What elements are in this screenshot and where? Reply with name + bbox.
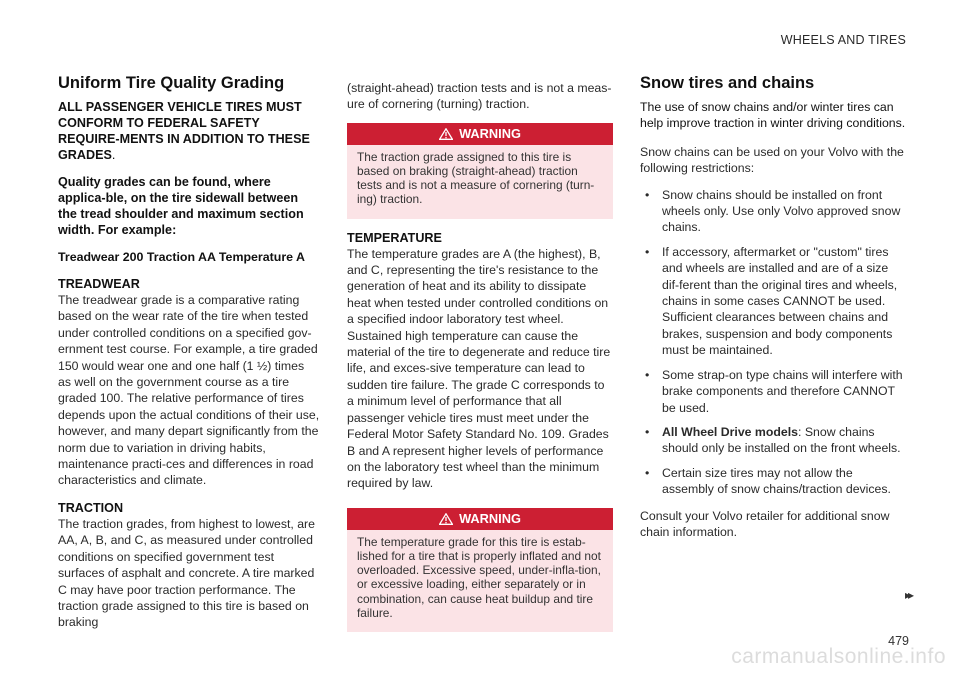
list-item: • If accessory, aftermarket or "custom" tires and wheels are installed and are of a size dif-ferent than the original tires and wheels, chains in some cases CANNOT be used. Sufficient clearances between chains and brakes, suspension and body components must be maintained. — [645, 244, 898, 358]
traction-heading: TRACTION — [58, 500, 124, 515]
temperature-text: The temperature grades are A (the highest), B, and C, representing the tire's resistance to the generation of heat and its ability to dissipate heat when tested under controlled conditions on a specified indoor laboratory test wheel. Sustained high temperature can cause the material of the tire to degenerate and reduce tire life, and exces-sive temperature can lead to sudden tire failure. The grade C corresponds to a minimum level of performance that all passenger vehicle tires must meet under the Federal Motor Safety Standard No. 109. Grades B and A represent higher levels of performance on the laboratory test wheel than the minimum required by law. — [347, 246, 611, 491]
watermark: carmanualsonline.info — [731, 645, 946, 668]
restrictions-list — [640, 187, 908, 498]
snow-intro: The use of snow chains and/or winter tires can help improve traction in winter driving conditions. — [640, 100, 906, 131]
treadwear-text: The treadwear grade is a comparative rating based on the wear rate of the tire when tested under controlled conditions on a specified gov-ernment test course. For example, a tire graded 150 would wear one and one half (1 ½) times as well on the government course as a tire graded 100. The relative performance of tires depends upon the actual conditions of their use, however, and many depart significantly from the norm due to variation in driving habits, maintenance practi-ces and differences in road characteristics and climate. — [58, 293, 320, 488]
continue-arrows-icon: ▸▸ — [904, 588, 911, 602]
bullet-marker: • — [645, 367, 650, 382]
list-item: • Certain size tires may not allow the assembly of snow chains/traction devices. — [645, 465, 891, 497]
warning-title: WARNING — [459, 511, 521, 527]
snow-title: Snow tires and chains — [640, 74, 815, 92]
bullet-marker: • — [645, 465, 650, 480]
temperature-warning-box — [347, 508, 613, 632]
grading-title: Uniform Tire Quality Grading — [58, 74, 285, 92]
warning-header — [347, 508, 613, 530]
sidewall-notice: Quality grades can be found, where applica-ble, on the tire sidewall between the tread shoulder and maximum section width. For example: — [58, 175, 304, 237]
traction-continued-text: (straight-ahead) traction tests and is not a meas-ure of cornering (turning) traction. — [347, 81, 612, 112]
treadwear-heading: TREADWEAR — [58, 277, 140, 291]
warning-triangle-icon — [439, 128, 453, 140]
column-tire-grading — [58, 74, 320, 641]
section-header: WHEELS AND TIRES — [780, 33, 906, 47]
warning-triangle-icon — [439, 513, 453, 525]
snow-restrictions-intro: Snow chains can be used on your Volvo with the following restrictions: — [640, 144, 904, 176]
grade-example: Treadwear 200 Traction AA Temperature A — [58, 250, 305, 264]
column-snow-chains — [640, 74, 908, 550]
traction-warning-box — [347, 123, 613, 219]
traction-text: The traction grades, from highest to lowest, are AA, A, B, and C, as measured under controlled conditions on specified government test surfaces of asphalt and concrete. A tire marked C may have poor traction performance. The traction grade assigned to this tire is based on braking — [58, 516, 315, 630]
bullet-marker: • — [645, 187, 650, 202]
bullet-marker: • — [645, 244, 650, 259]
consult-retailer-text: Consult your Volvo retailer for additional snow chain information. — [640, 508, 890, 539]
warning-title: WARNING — [459, 126, 521, 142]
page-number: 479 — [888, 634, 909, 648]
awd-label: All Wheel Drive models — [662, 424, 798, 439]
federal-notice-caps: ALL PASSENGER VEHICLE TIRES MUST CONFORM TO FEDERAL SAFETY REQUIRE-MENTS IN ADDITION TO THESE GRADES — [58, 100, 310, 162]
federal-notice — [58, 99, 320, 163]
warning-text: The traction grade assigned to this tire is based on braking (straight-ahead) traction tests and is not a measure of cornering (turn-ing) traction. — [357, 149, 595, 207]
column-traction-temperature — [347, 80, 613, 644]
temperature-heading: TEMPERATURE — [347, 230, 442, 245]
list-item — [640, 424, 908, 457]
awd-text: : Snow chains should only be installed on the front wheels. — [662, 424, 901, 456]
warning-header — [347, 123, 613, 145]
federal-notice-period: . — [111, 148, 116, 162]
bullet-marker: • — [645, 424, 650, 439]
list-item: • Snow chains should be installed on front wheels only. Use only Volvo approved snow chains. — [645, 187, 901, 235]
warning-text: The temperature grade for this tire is estab-lished for a tire that is properly inflated and not overloaded. Excessive speed, under-infla-tion, or excessive loading, either separately or in combination, can cause heat buildup and tire failure. — [357, 534, 601, 620]
list-item: • Some strap-on type chains will interfere with brake components and therefore CANNOT be used. — [645, 367, 903, 415]
